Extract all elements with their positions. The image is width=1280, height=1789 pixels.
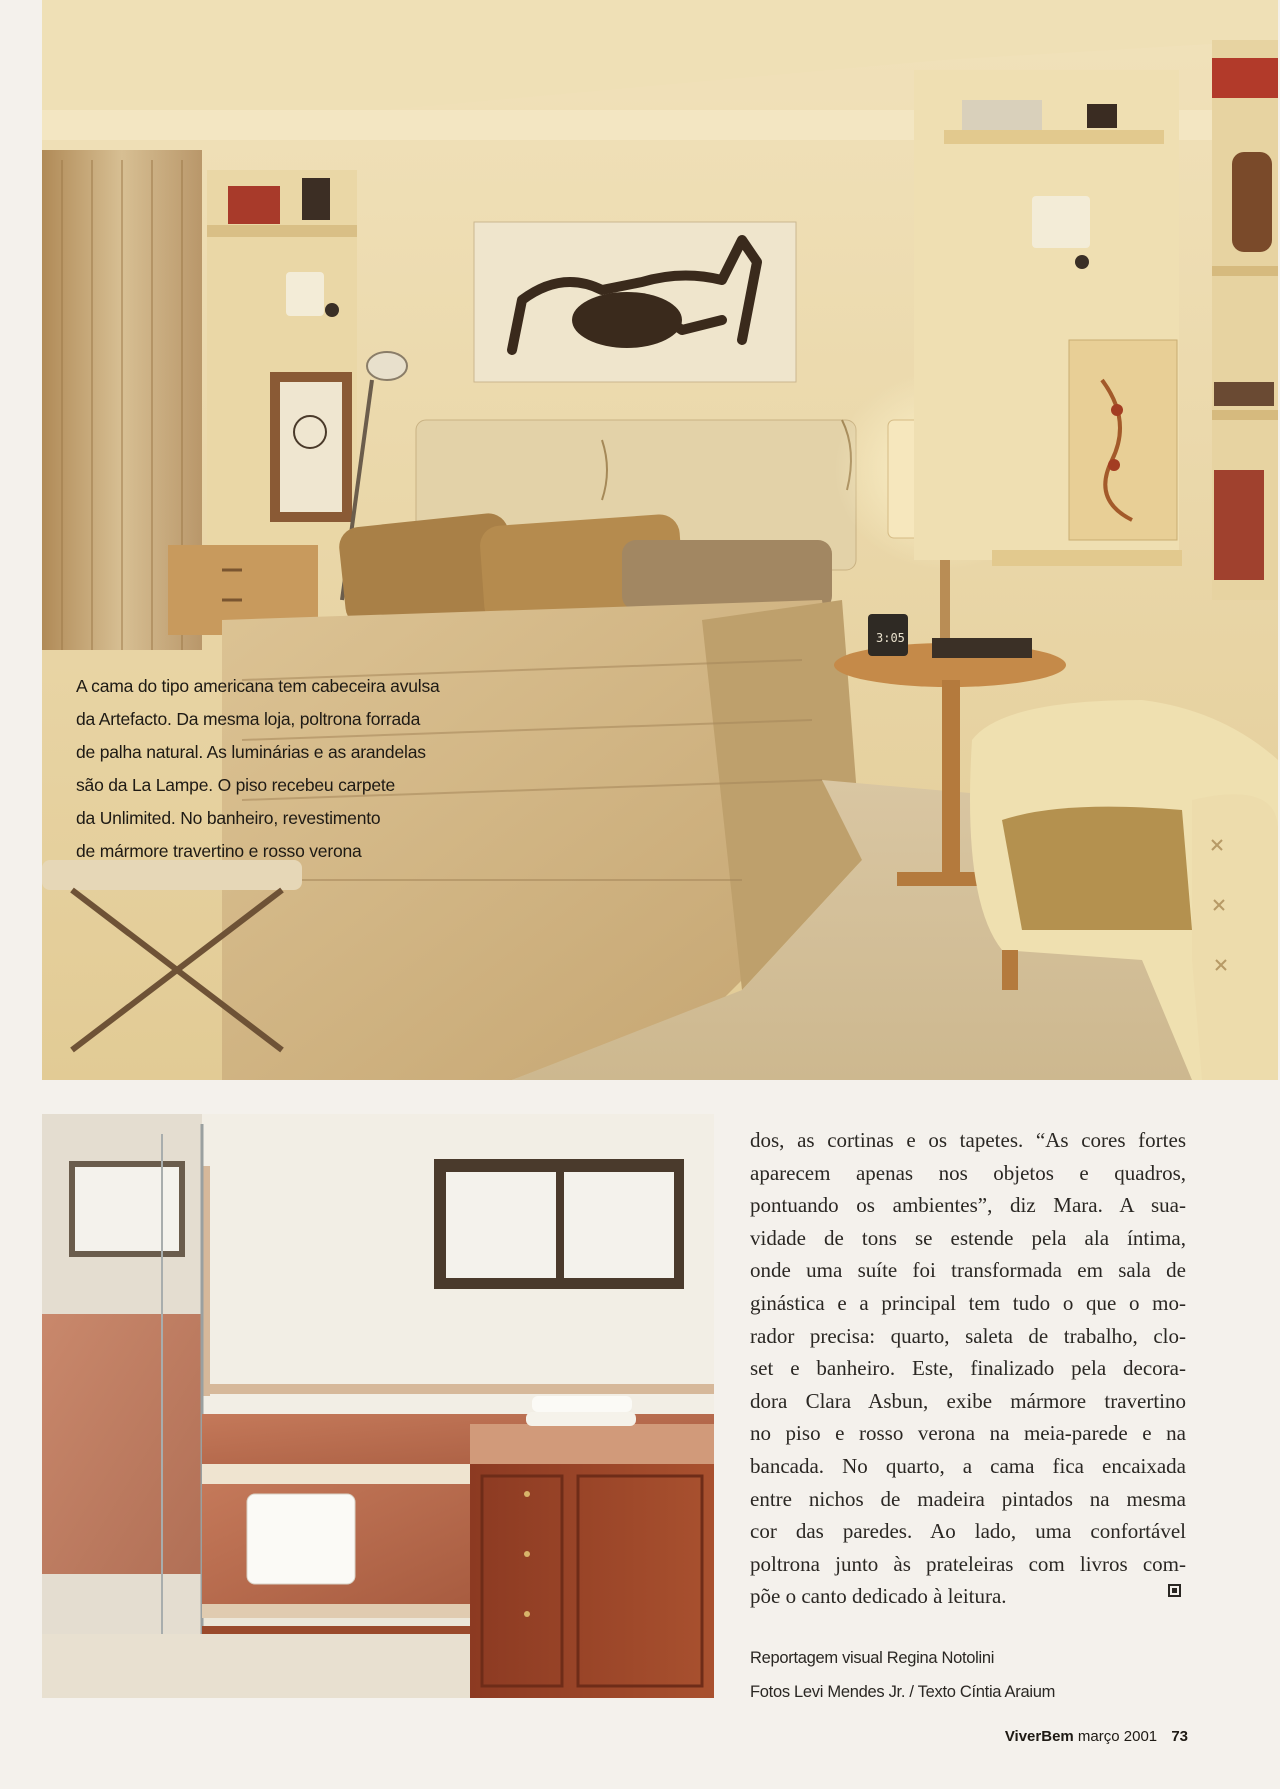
bathroom-photo	[42, 1114, 714, 1698]
credits-line: Fotos Levi Mendes Jr. / Texto Cíntia Araium	[750, 1683, 1056, 1701]
body-line: bancada. No quarto, a cama fica encaixada	[750, 1453, 1186, 1478]
end-of-article-icon	[1168, 1584, 1181, 1597]
page-number: 73	[1171, 1728, 1188, 1745]
body-line: pontuando os ambientes”, diz Mara. A sua-	[750, 1193, 1186, 1218]
photo-caption	[76, 670, 456, 868]
body-line: set e banheiro. Este, finalizado pela decora-	[750, 1356, 1186, 1381]
credits-line: Reportagem visual Regina Notolini	[750, 1649, 995, 1667]
page-footer	[1005, 1728, 1188, 1745]
article-body	[750, 1124, 1186, 1613]
body-line: dos, as cortinas e os tapetes. “As cores fortes	[750, 1128, 1186, 1152]
caption-line: A cama do tipo americana tem cabeceira avulsa	[76, 676, 440, 696]
body-line: onde uma suíte foi transformada em sala de	[750, 1258, 1186, 1283]
body-line: rador precisa: quarto, saleta de trabalho, clo-	[750, 1323, 1186, 1348]
caption-line: da Unlimited. No banheiro, revestimento	[76, 808, 381, 828]
article-credits	[750, 1641, 1190, 1709]
caption-line: de mármore travertino e rosso verona	[76, 841, 362, 861]
magazine-name: ViverBem	[1004, 1728, 1074, 1745]
clock-readout: 3:05	[876, 631, 905, 645]
caption-line: de palha natural. As luminárias e as arandelas	[76, 742, 426, 762]
body-line: dora Clara Asbun, exibe mármore travertino	[750, 1388, 1186, 1413]
bedroom-photo	[42, 0, 1278, 1080]
issue-date: março 2001	[1077, 1728, 1158, 1745]
body-line: no piso e rosso verona na meia-parede e na	[750, 1421, 1186, 1446]
caption-line: da Artefacto. Da mesma loja, poltrona forrada	[76, 709, 421, 729]
body-line: ginástica e a principal tem tudo o que o mo-	[750, 1290, 1186, 1315]
body-line: poltrona junto às prateleiras com livros com-	[750, 1551, 1186, 1576]
body-line: cor das paredes. Ao lado, uma confortável	[750, 1519, 1186, 1544]
body-line: aparecem apenas nos objetos e quadros,	[750, 1160, 1186, 1185]
body-line: vidade de tons se estende pela ala íntima,	[750, 1225, 1186, 1250]
body-line: entre nichos de madeira pintados na mesma	[750, 1486, 1186, 1511]
body-line: põe o canto dedicado à leitura.	[750, 1584, 1007, 1609]
caption-line: são da La Lampe. O piso recebeu carpete	[76, 775, 396, 795]
